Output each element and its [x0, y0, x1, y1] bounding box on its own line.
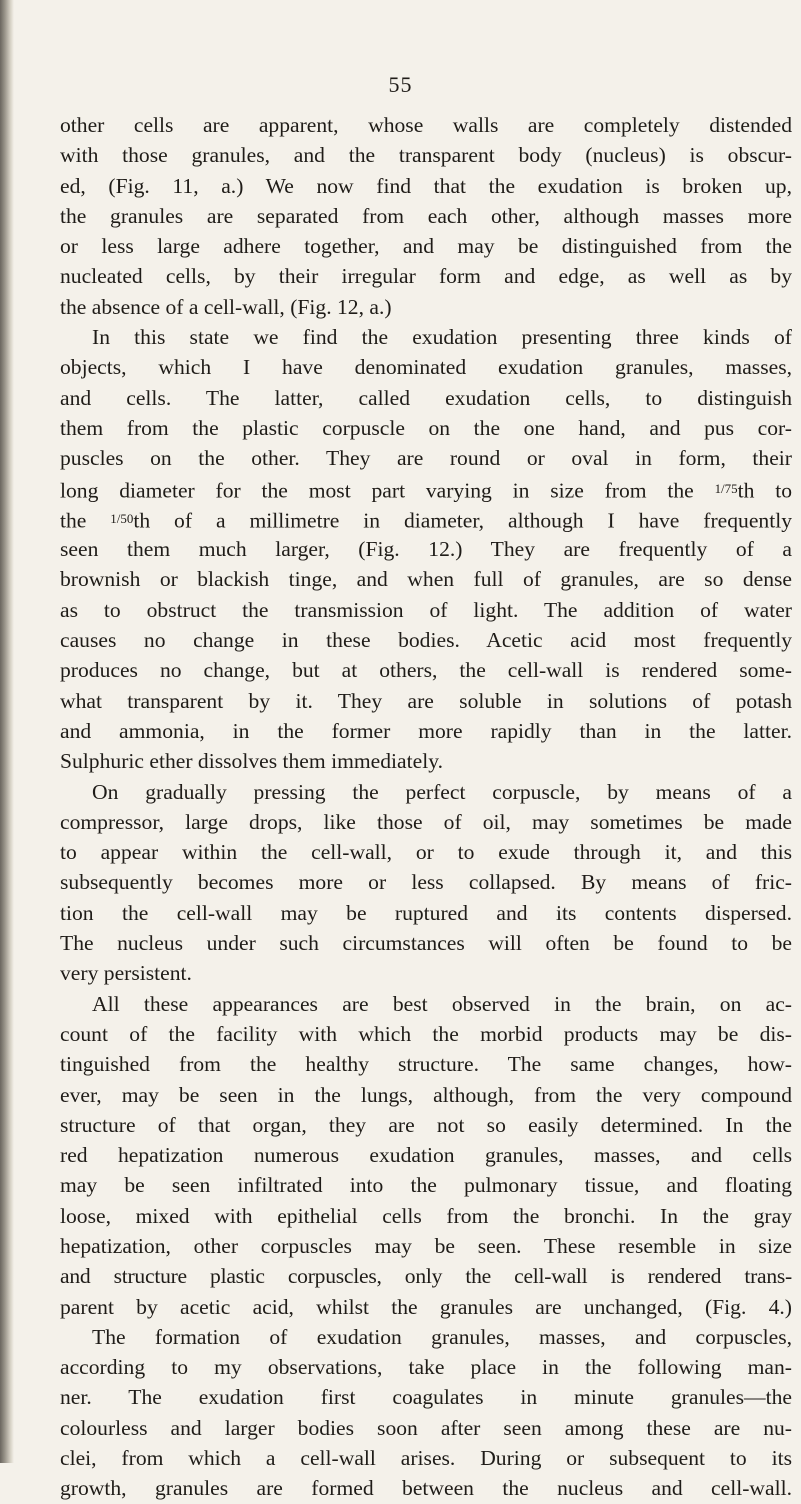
text-line: The formation of exudation granules, masses, and corpuscles, — [92, 1324, 792, 1349]
body-text — [60, 110, 792, 1504]
text-line: and ammonia, in the former more rapidly than in the latter. — [60, 718, 792, 743]
text-line: red hepatization numerous exudation granules, masses, and cells — [60, 1143, 792, 1168]
text-line: causes no change in these bodies. Acetic acid most frequently — [60, 628, 792, 653]
text-line: Sulphuric ether dissolves them immediately. — [60, 749, 444, 774]
text-line: structure of that organ, they are not so easily determined. In the — [60, 1112, 792, 1137]
text-line: the absence of a cell-wall, (Fig. 12, a.) — [60, 294, 392, 319]
text-line: and structure plastic corpuscles, only the cell-wall is rendered trans- — [60, 1264, 792, 1289]
text-line: other cells are apparent, whose walls are completely distended — [60, 113, 792, 137]
text-line: tinguished from the healthy structure. The same changes, how- — [60, 1052, 792, 1077]
text-line: puscles on the other. They are round or oval in form, their — [60, 446, 792, 471]
text-line: what transparent by it. They are soluble in solutions of potash — [60, 688, 792, 713]
text-line: according to my observations, take place in the following man- — [60, 1355, 792, 1380]
text-line: compressor, large drops, like those of oil, may sometimes be made — [60, 809, 792, 834]
page-binding-edge — [0, 0, 14, 1463]
text-line: loose, mixed with epithelial cells from the bronchi. In the gray — [60, 1203, 792, 1228]
text-line: and cells. The latter, called exudation cells, to distinguish — [60, 385, 792, 410]
text-line: the granules are separated from each other, although masses more — [60, 203, 792, 228]
text-line: them from the plastic corpuscle on the one hand, and pus cor- — [60, 415, 792, 440]
text-line: seen them much larger, (Fig. 12.) They are frequently of a — [60, 537, 792, 562]
text-line: brownish or blackish tinge, and when full of granules, are so dense — [60, 567, 792, 592]
text-line: the $^{1/50}$th of a millimetre in diameter, although I have frequently — [60, 508, 792, 533]
text-line: nucleated cells, by their irregular form and edge, as well as by — [60, 264, 792, 289]
text-line: ed, (Fig. 11, a.) We now find that the exudation is broken up, — [60, 173, 792, 198]
text-line: as to obstruct the transmission of light. The addition of water — [60, 597, 792, 622]
text-line: parent by acetic acid, whilst the granules are unchanged, (Fig. 4.) — [60, 1294, 792, 1319]
text-line: colourless and larger bodies soon after seen among these are nu- — [60, 1415, 792, 1440]
text-line: or less large adhere together, and may be distinguished from the — [60, 234, 792, 259]
text-line: produces no change, but at others, the cell-wall is rendered some- — [60, 658, 792, 683]
text-line: with those granules, and the transparent body (nucleus) is obscur- — [60, 143, 792, 168]
text-line: All these appearances are best observed in the brain, on ac- — [92, 991, 792, 1016]
text-line: tion the cell-wall may be ruptured and its contents dispersed. — [60, 900, 792, 925]
text-line: clei, from which a cell-wall arises. During or subsequent to its — [60, 1446, 792, 1471]
text-line: count of the facility with which the morbid products may be dis- — [60, 1021, 792, 1046]
text-line: In this state we find the exudation presenting three kinds of — [92, 325, 792, 350]
text-line: objects, which I have denominated exudation granules, masses, — [60, 355, 792, 380]
text-line: ner. The exudation first coagulates in minute granules—the — [60, 1385, 792, 1410]
text-line: ever, may be seen in the lungs, although, from the very compound — [60, 1082, 792, 1107]
text-line: The nucleus under such circumstances will often be found to be — [60, 931, 792, 956]
page-number: 55 — [388, 72, 413, 97]
text-line: long diameter for the most part varying in size from the $^{1/75}$th to — [60, 478, 792, 503]
text-line: hepatization, other corpuscles may be seen. These resemble in size — [60, 1233, 792, 1258]
text-line: subsequently becomes more or less collapsed. By means of fric- — [60, 870, 792, 895]
text-line: may be seen infiltrated into the pulmonary tissue, and floating — [60, 1173, 792, 1198]
text-line: very persistent. — [60, 961, 192, 986]
text-line: to appear within the cell-wall, or to exude through it, and this — [60, 840, 792, 865]
text-line: growth, granules are formed between the nucleus and cell-wall. — [60, 1476, 792, 1501]
text-line: On gradually pressing the perfect corpuscle, by means of a — [92, 779, 792, 804]
